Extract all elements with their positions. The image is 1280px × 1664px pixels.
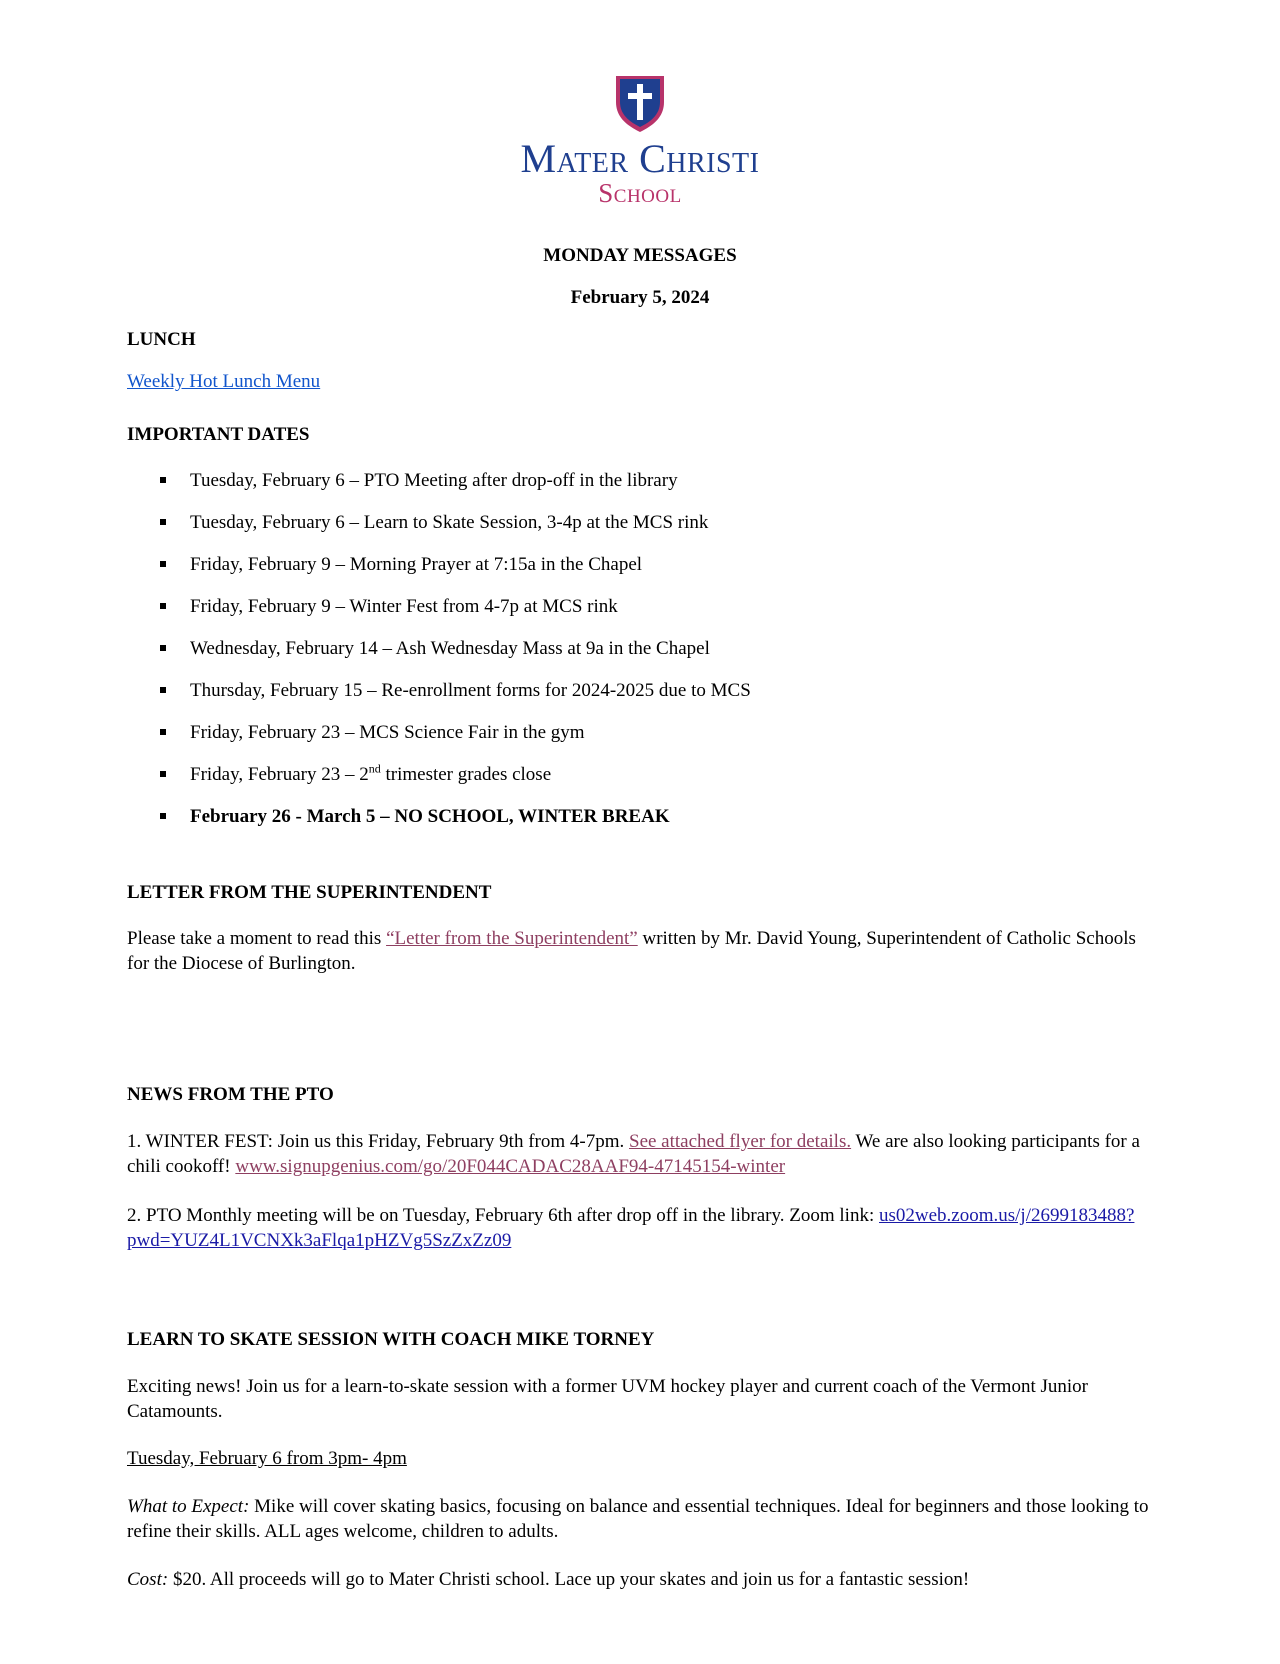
logo-subtitle: School [598,178,682,208]
skate-heading: LEARN TO SKATE SESSION WITH COACH MIKE TORNEY [127,1329,655,1350]
pto-item-meeting: 2. PTO Monthly meeting will be on Tuesday, February 6th after drop off in the library. Zoom link: us02web.zoom.us/j/2699183488?pwd=YUZ4L1VCNXk3aFlqa1pHZVg5SzZxZz09 [127,1205,1135,1251]
bullet-icon [160,771,166,777]
bullet-icon [160,561,166,567]
zoom-link[interactable]: us02web.zoom.us/j/2699183488?pwd=YUZ4L1VCNXk3aFlqa1pHZVg5SzZxZz09 [127,1205,1135,1251]
bullet-icon [160,477,166,483]
date-item: Tuesday, February 6 – PTO Meeting after drop-off in the library [160,468,751,510]
bullet-icon [160,519,166,525]
bullet-icon [160,729,166,735]
lunch-menu-link[interactable]: Weekly Hot Lunch Menu [127,371,321,392]
pto-heading: NEWS FROM THE PTO [127,1084,334,1105]
logo-wordmark: Mater Christi [520,136,760,181]
flyer-link[interactable]: See attached flyer for details. [629,1131,852,1152]
date-item: Friday, February 23 – MCS Science Fair in the gym [160,720,751,762]
date-item: Friday, February 9 – Morning Prayer at 7:15a in the Chapel [160,552,751,594]
page-date: February 5, 2024 [570,287,710,308]
school-logo [0,72,1280,206]
date-item: Tuesday, February 6 – Learn to Skate Session, 3-4p at the MCS rink [160,510,751,552]
bullet-icon [160,813,166,819]
date-item: Friday, February 9 – Winter Fest from 4-7p at MCS rink [160,594,751,636]
bullet-icon [160,687,166,693]
important-dates-list [160,468,751,846]
date-item: Wednesday, February 14 – Ash Wednesday Mass at 9a in the Chapel [160,636,751,678]
page-title: MONDAY MESSAGES [543,245,737,266]
date-item: Friday, February 23 – 2nd trimester grades close [160,762,751,804]
pto-item-winter-fest: 1. WINTER FEST: Join us this Friday, February 9th from 4-7pm. See attached flyer for details. We are also looking participants for a chili cookoff! www.signupgenius.com/go/20F044CADAC28AAF94-47145154-winter [127,1131,1140,1177]
skate-date: Tuesday, February 6 from 3pm- 4pm [127,1448,407,1469]
skate-intro: Exciting news! Join us for a learn-to-skate session with a former UVM hockey player and current coach of the Vermont Junior Catamounts. [127,1376,1088,1422]
skate-expect: What to Expect: Mike will cover skating basics, focusing on balance and essential techniques. Ideal for beginners and those looking to refine their skills. ALL ages welcome, children to adults. [127,1496,1149,1542]
superintendent-paragraph: Please take a moment to read this “Letter from the Superintendent” written by Mr. David Young, Superintendent of Catholic Schools for the Diocese of Burlington. [127,928,1136,974]
lunch-heading: LUNCH [127,329,196,350]
date-item: Thursday, February 15 – Re-enrollment forms for 2024-2025 due to MCS [160,678,751,720]
date-item-winter-break: February 26 - March 5 – NO SCHOOL, WINTER BREAK [160,804,751,846]
bullet-icon [160,603,166,609]
skate-cost: Cost: $20. All proceeds will go to Mater Christi school. Lace up your skates and join us for a fantastic session! [127,1569,970,1590]
superintendent-heading: LETTER FROM THE SUPERINTENDENT [127,882,492,903]
important-dates-heading: IMPORTANT DATES [127,424,310,445]
bullet-icon [160,645,166,651]
superintendent-letter-link[interactable]: “Letter from the Superintendent” [386,928,638,949]
shield-cross-icon [612,72,668,134]
signupgenius-link[interactable]: www.signupgenius.com/go/20F044CADAC28AAF94-47145154-winter [235,1156,786,1177]
